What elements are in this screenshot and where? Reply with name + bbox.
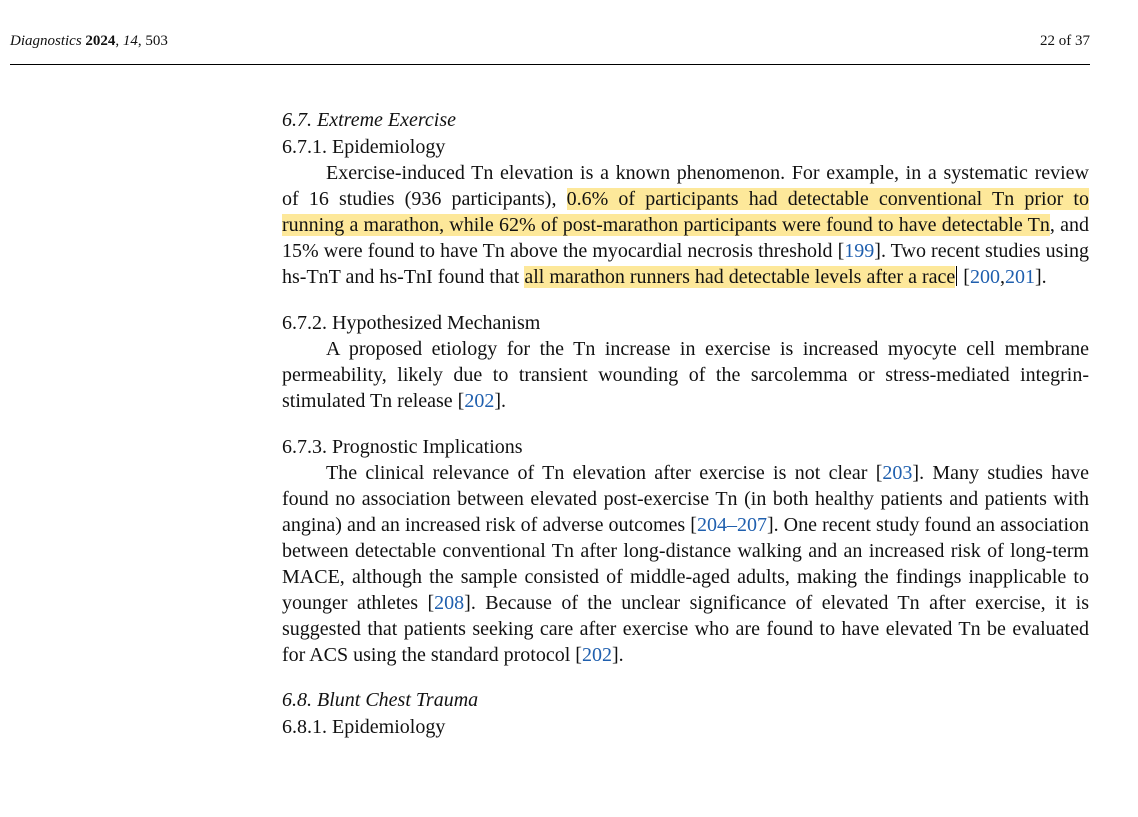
text-run: ]. xyxy=(611,644,624,666)
journal-volume: 14 xyxy=(122,33,138,49)
text-run: , xyxy=(999,266,1005,288)
subsection-heading-6-7-1: 6.7.1. Epidemiology xyxy=(282,136,446,158)
reference-link[interactable]: 202 xyxy=(581,644,612,666)
reference-link[interactable]: 202 xyxy=(464,390,495,412)
paragraph-epidemiology[interactable] xyxy=(282,160,1089,290)
paragraph-mechanism[interactable] xyxy=(282,336,1089,414)
text-run: ]. One recent study found an association between detectable conventional Tn after long-distance walking and an increased risk of long-term MACE, although the sample consisted of middle-aged adults, making the findings inapplicable to younger athletes [ xyxy=(282,514,1089,614)
reference-link[interactable]: 199 xyxy=(844,240,875,262)
highlight-annotation[interactable]: all marathon runners had detectable levels after a race xyxy=(524,266,956,288)
text-run: Exercise-induced Tn elevation is a known phenomenon. For example, in a systematic review of 16 studies (936 participants), xyxy=(282,162,1089,210)
highlight-annotation[interactable]: 0.6% of participants had detectable conventional Tn prior to running a marathon, while 62% of post-marathon participants were found to have detectable Tn xyxy=(282,188,1089,236)
text-run: ]. Because of the unclear significance of elevated Tn after exercise, it is suggested that patients seeking care after exercise who are found to have elevated Tn be evaluated for ACS using the standard protocol [ xyxy=(282,592,1089,666)
subsection-heading-6-8-1: 6.8.1. Epidemiology xyxy=(282,716,446,738)
journal-year: 2024 xyxy=(85,33,116,49)
text-run: A proposed etiology for the Tn increase in exercise is increased myocyte cell membrane permeability, likely due to transient wounding of the sarcolemma or stress-mediated integrin-stimulated Tn release [ xyxy=(282,338,1089,412)
reference-link[interactable]: 203 xyxy=(882,462,913,484)
page-number: 22 of 37 xyxy=(1040,33,1090,49)
subsection-heading-6-7-2: 6.7.2. Hypothesized Mechanism xyxy=(282,312,541,334)
reference-link[interactable]: 201 xyxy=(1004,266,1035,288)
section-heading-6-7: 6.7. Extreme Exercise xyxy=(282,109,456,131)
journal-citation: Diagnostics 2024, 14, 503 xyxy=(10,33,168,49)
paragraph-prognostic[interactable] xyxy=(282,460,1089,668)
text-run: ]. xyxy=(1034,266,1047,288)
reference-link[interactable]: 204–207 xyxy=(696,514,767,536)
text-run: ]. Many studies have found no association between elevated post-exercise Tn (in both healthy patients and patients with angina) and an increased risk of adverse outcomes [ xyxy=(282,462,1089,536)
subsection-heading-6-7-3: 6.7.3. Prognostic Implications xyxy=(282,436,523,458)
journal-article: 503 xyxy=(145,33,168,49)
text-run: , and 15% were found to have Tn above the myocardial necrosis threshold [ xyxy=(282,214,1089,262)
text-run: ]. xyxy=(494,390,507,412)
journal-name: Diagnostics xyxy=(10,33,82,49)
text-run: The clinical relevance of Tn elevation after exercise is not clear [ xyxy=(326,462,883,484)
document-body xyxy=(282,107,1089,740)
section-heading-6-8: 6.8. Blunt Chest Trauma xyxy=(282,689,479,711)
header-divider xyxy=(10,64,1090,65)
text-run: ]. Two recent studies using hs-TnT and hs-TnI found that xyxy=(282,240,1090,288)
text-run: [ xyxy=(958,266,970,288)
reference-link[interactable]: 200 xyxy=(969,266,1000,288)
reference-link[interactable]: 208 xyxy=(434,592,465,614)
